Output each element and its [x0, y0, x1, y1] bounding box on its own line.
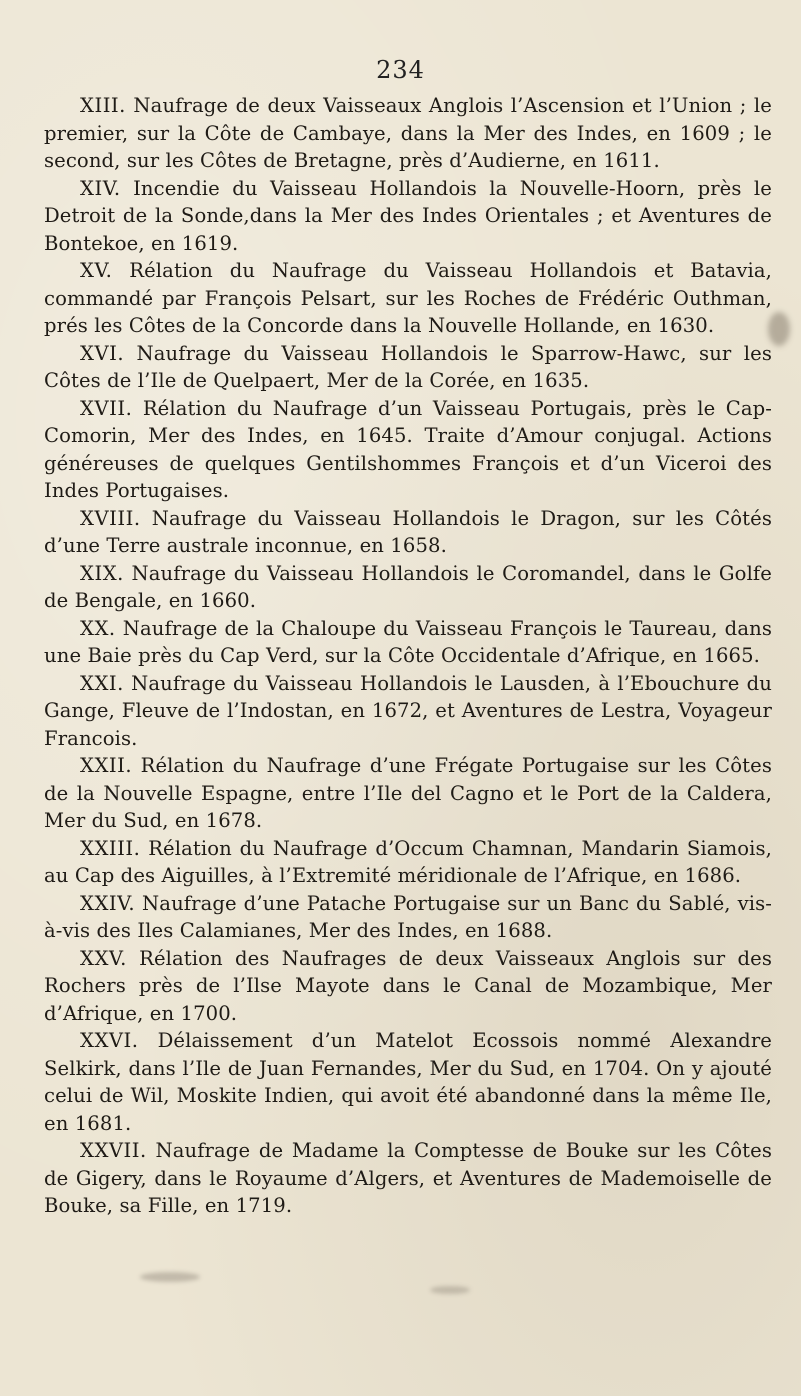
entry-number: XIV. — [80, 176, 121, 200]
entry-text: Naufrage du Vaisseau Hollandois le Coromandel, dans le Golfe de Bengale, en 1660. — [44, 561, 772, 612]
list-item — [44, 175, 772, 258]
paper-stain — [430, 1286, 470, 1294]
entry-text: Naufrage de deux Vaisseaux Anglois l’Ascension et l’Union ; le premier, sur la Côte de Cambaye, dans la Mer des Indes, en 1609 ; le second, sur les Côtes de Bretagne, près d’Audierne, en 1611. — [44, 94, 772, 172]
list-item — [44, 1137, 772, 1220]
entry-number: XX. — [80, 616, 116, 640]
list-item — [44, 505, 772, 560]
list-item — [44, 752, 772, 835]
entry-text: Rélation du Naufrage du Vaisseau Hollandois et Batavia, commandé par François Pelsart, sur les Roches de Frédéric Outhman, prés les Côtes de la Concorde dans la Nouvelle Hollande, en 1630. — [44, 259, 772, 337]
entry-number: XXVI. — [80, 1029, 139, 1052]
list-item — [44, 257, 772, 340]
entry-number: XXV. — [80, 946, 127, 970]
entry-number: XVIII. — [80, 506, 141, 530]
entry-text: Rélation du Naufrage d’Occum Chamnan, Mandarin Siamois, au Cap des Aiguilles, à l’Extremité méridionale de l’Afrique, en 1686. — [44, 836, 772, 887]
list-item — [44, 92, 772, 175]
entry-text: Délaissement d’un Matelot Ecossois nommé Alexandre Selkirk, dans l’Ile de Juan Fernandes, Mer du Sud, en 1704. On y ajouté celui de Wil, Moskite Indien, qui avoit été abandonné dans la même Ile, en 1681. — [44, 1029, 772, 1135]
entry-text: Rélation des Naufrages de deux Vaisseaux Anglois sur des Rochers près de l’Ilse Mayote dans le Canal de Mozambique, Mer d’Afrique, en 1700. — [44, 946, 772, 1025]
table-of-contents — [44, 92, 772, 1220]
entry-text: Naufrage du Vaisseau Hollandois le Dragon, sur les Côtés d’une Terre australe inconnue, en 1658. — [44, 506, 772, 557]
page-number: 234 — [376, 56, 425, 84]
entry-text: Naufrage du Vaisseau Hollandois le Lausden, à l’Ebouchure du Gange, Fleuve de l’Indostan, en 1672, et Aventures de Lestra, Voyageur Francois. — [44, 671, 772, 750]
entry-number: XXIII. — [80, 836, 141, 860]
list-item — [44, 945, 772, 1028]
list-item — [44, 615, 772, 670]
entry-number: XXI. — [80, 671, 124, 695]
list-item — [44, 560, 772, 615]
list-item — [44, 890, 772, 945]
entry-number: XV. — [80, 259, 113, 282]
list-item — [44, 340, 772, 395]
list-item — [44, 1027, 772, 1137]
entry-text: Naufrage de Madame la Comptesse de Bouke sur les Côtes de Gigery, dans le Royaume d’Algers, et Aventures de Mademoiselle de Bouke, sa Fille, en 1719. — [44, 1139, 772, 1217]
entry-text: Naufrage d’une Patache Portugaise sur un Banc du Sablé, vis-à-vis des Iles Calamianes, Mer des Indes, en 1688. — [44, 891, 772, 942]
paper-stain — [140, 1272, 200, 1282]
entry-number: XIII. — [80, 94, 126, 117]
entry-number: XIX. — [80, 561, 124, 585]
entry-text: Rélation du Naufrage d’un Vaisseau Portugais, près le Cap-Comorin, Mer des Indes, en 1645. Traite d’Amour conjugal. Actions généreuses de quelques Gentilshommes François et d’un Viceroi des Indes Portugaises. — [44, 396, 772, 502]
entry-number: XXIV. — [80, 891, 136, 915]
entry-number: XXII. — [80, 754, 133, 777]
entry-number: XVI. — [80, 341, 125, 365]
entry-text: Naufrage de la Chaloupe du Vaisseau François le Taureau, dans une Baie près du Cap Verd, sur la Côte Occidentale d’Afrique, en 1665. — [44, 616, 772, 667]
entry-number: XXVII. — [80, 1139, 147, 1162]
list-item — [44, 395, 772, 505]
entry-text: Incendie du Vaisseau Hollandois la Nouvelle-Hoorn, près le Detroit de la Sonde,dans la Mer des Indes Orientales ; et Aventures de Bontekoe, en 1619. — [44, 176, 772, 255]
entry-text: Naufrage du Vaisseau Hollandois le Sparrow-Hawc, sur les Côtes de l’Ile de Quelpaert, Mer de la Corée, en 1635. — [44, 341, 772, 392]
entry-number: XVII. — [80, 396, 133, 420]
list-item — [44, 670, 772, 753]
list-item — [44, 835, 772, 890]
entry-text: Rélation du Naufrage d’une Frégate Portugaise sur les Côtes de la Nouvelle Espagne, entre l’Ile del Cagno et le Port de la Caldera, Mer du Sud, en 1678. — [44, 754, 772, 832]
